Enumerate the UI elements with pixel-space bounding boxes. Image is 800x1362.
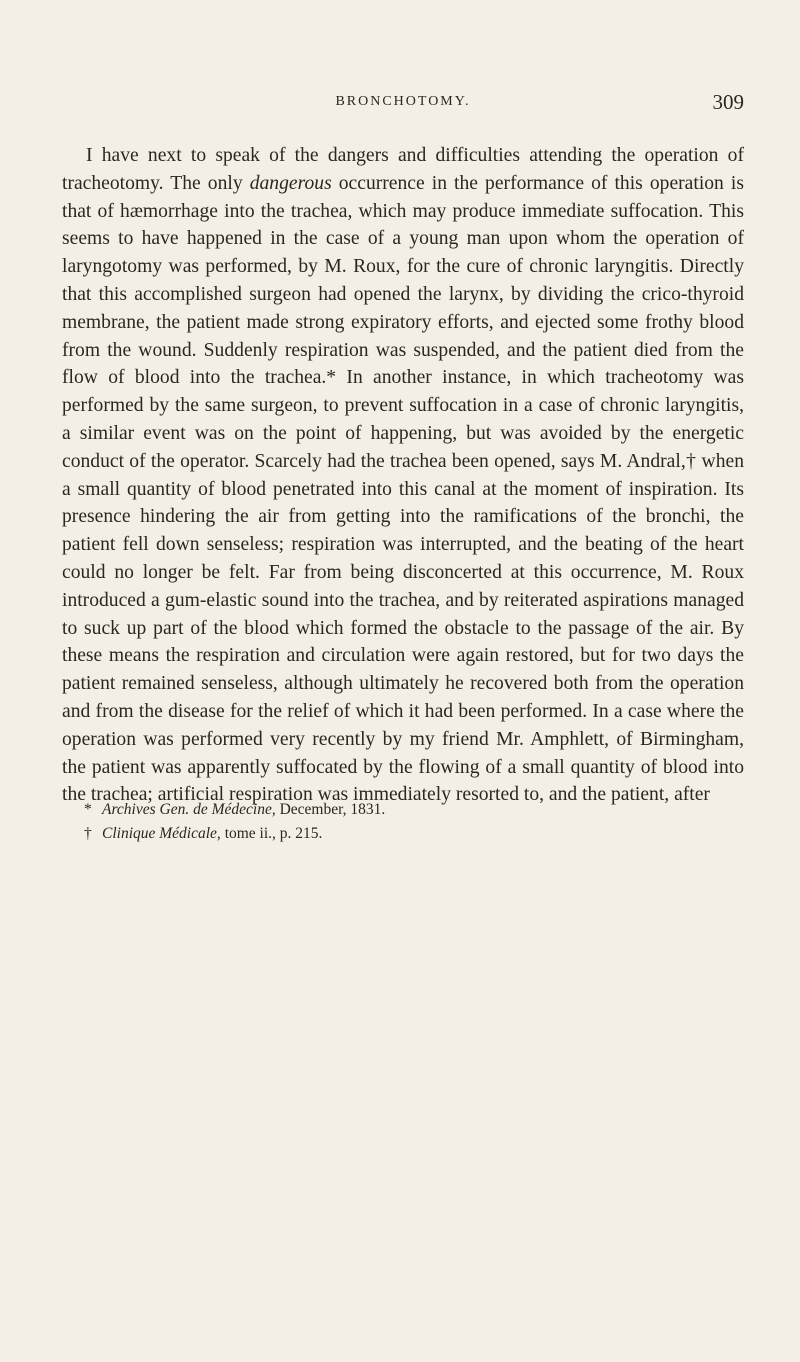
running-head [62,90,744,124]
footnote-title: Archives Gen. de Médecine, [102,801,276,818]
footnote-detail: December, 1831. [275,801,386,818]
footnote-title: Clinique Médicale, [102,825,221,842]
footnotes [84,798,744,846]
running-title: BRONCHOTOMY. [335,94,471,109]
body-text-part-1: I have next to speak of the dangers and difficulties attending the operation of tracheotomy. The only [62,145,744,194]
footnote-mark: * [84,801,92,818]
emphasized-word: dangerous [249,172,332,194]
footnote-2 [84,822,744,846]
footnote-detail: tome ii., p. 215. [220,825,323,842]
footnote-mark: † [84,825,92,842]
footnote-1 [84,798,744,822]
body-paragraph [62,142,744,809]
page-number: 309 [712,90,744,114]
body-text-part-2: occurrence in the performance of this operation is that of hæmorrhage into the trachea, which may produce immediate suffocation. This seems to have happened in the case of a young man upon whom the operation of laryngotomy was performed, by M. Roux, for the cure of chronic laryngitis. Directly that this accomplished surgeon had opened the larynx, by dividing the crico-thyroid membrane, the patient made strong expiratory efforts, and ejected some frothy blood from the wound. Suddenly respiration was suspended, and the patient died from the flow of blood into the trachea.* In another instance, in which tracheotomy was performed by the same surgeon, to prevent suffocation in a case of chronic laryngitis, a similar event was on the point of happening, but was avoided by the energetic conduct of the operator. Scarcely had the trachea been opened, says M. Andral,† when a small quantity of blood penetrated into this canal at the moment of inspiration. Its presence hindering the air from getting into the ramifications of the bronchi, the patient fell down senseless; respiration was interrupted, and the beating of the heart could no longer be felt. Far from being disconcerted at this occurrence, M. Roux introduced a gum-elastic sound into the trachea, and by reiterated aspirations managed to suck up part of the blood which formed the obstacle to the passage of the air. By these means the respiration and circulation were again restored, but for two days the patient remained senseless, although ultimately he recovered both from the operation and from the disease for the relief of which it had been performed. In a case where the operation was performed very recently by my friend Mr. Amphlett, of Birmingham, the patient was apparently suffocated by the flowing of a small quantity of blood into the trachea; artificial respiration was immediately resorted to, and the patient, after [62,172,744,806]
